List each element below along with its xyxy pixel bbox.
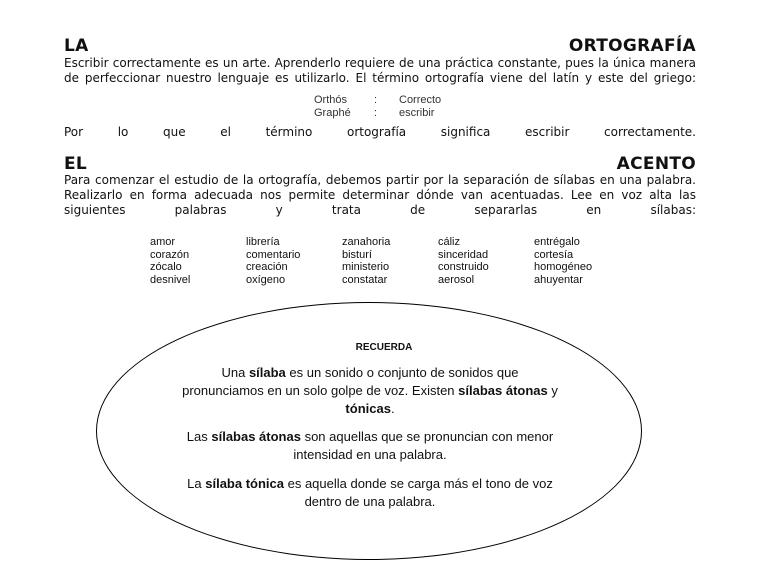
word: librería bbox=[246, 236, 280, 248]
word: desnivel bbox=[150, 273, 191, 286]
word: comentario bbox=[246, 248, 301, 261]
bold-term: tónicas bbox=[345, 401, 391, 416]
bold-term: sílabas átonas bbox=[211, 429, 301, 444]
greek-meaning: Correcto bbox=[399, 94, 442, 106]
word-list bbox=[150, 236, 630, 286]
greek-word: Orthós bbox=[314, 94, 348, 106]
word: zócalo bbox=[150, 261, 182, 273]
heading-left: LA bbox=[64, 36, 89, 56]
greek-sep: : bbox=[374, 94, 378, 106]
heading-left: EL bbox=[64, 154, 88, 174]
word: ahuyentar bbox=[534, 273, 583, 286]
greek-row bbox=[314, 107, 441, 120]
intro-paragraph: Escribir correctamente es un arte. Aprenderlo requiere de una práctica constante, pues la única manera de perfeccionar nuestro lenguaje es utilizarlo. El término ortografía viene del latín y este del griego: bbox=[64, 56, 696, 85]
text-span: son aquellas que se pronuncian con menor intensidad en una palabra. bbox=[293, 429, 554, 462]
word-column bbox=[246, 236, 342, 286]
bold-term: sílaba tónica bbox=[205, 476, 284, 491]
word: entrégalo bbox=[534, 236, 580, 248]
word: construido bbox=[438, 261, 489, 273]
word: amor bbox=[150, 236, 176, 248]
definition-paragraph: Por lo que el término ortografía significa escribir correctamente. bbox=[64, 125, 696, 139]
word: homogéneo bbox=[534, 261, 593, 273]
word-column bbox=[534, 236, 630, 286]
word: corazón bbox=[150, 248, 190, 261]
greek-sep: : bbox=[374, 107, 378, 119]
word: cáliz bbox=[438, 236, 461, 248]
greek-word: Graphé bbox=[314, 107, 351, 119]
greek-meaning: escribir bbox=[399, 107, 435, 119]
silaba-definition bbox=[180, 364, 560, 418]
recuerda-title: RECUERDA bbox=[355, 342, 413, 353]
atonas-definition bbox=[180, 428, 560, 464]
bold-term: sílaba bbox=[248, 365, 286, 380]
text-span: Las bbox=[186, 429, 212, 444]
heading-right: ACENTO bbox=[616, 154, 696, 174]
word-column bbox=[438, 236, 534, 286]
word: cortesía bbox=[534, 248, 574, 261]
word-column bbox=[342, 236, 438, 286]
word-column bbox=[150, 236, 246, 286]
word: ministerio bbox=[342, 261, 390, 273]
word: sinceridad bbox=[438, 248, 489, 261]
word: constatar bbox=[342, 273, 388, 286]
acento-paragraph: Para comenzar el estudio de la ortografía, debemos partir por la separación de sílabas en una palabra. Realizarlo en forma adecuada nos permite determinar dónde van acentuadas. Lee en voz alta las siguientes palabras y trata de separarlas en sílabas: bbox=[64, 173, 696, 217]
bold-term: sílabas átonas bbox=[458, 383, 548, 398]
greek-etymology bbox=[314, 94, 441, 120]
text-span: Una bbox=[221, 365, 249, 380]
word: bisturí bbox=[342, 248, 372, 261]
word: creación bbox=[246, 261, 288, 273]
text-span: La bbox=[187, 476, 206, 491]
heading-acento bbox=[64, 154, 696, 174]
text-span: . bbox=[390, 401, 395, 416]
heading-ortografia bbox=[64, 36, 696, 56]
greek-row bbox=[314, 94, 441, 107]
word: zanahoria bbox=[342, 236, 391, 248]
text-span: es aquella donde se carga más el tono de voz dentro de una palabra. bbox=[283, 476, 553, 509]
word: oxígeno bbox=[246, 273, 286, 286]
text-span: y bbox=[547, 383, 558, 398]
heading-right: ORTOGRAFÍA bbox=[568, 36, 696, 56]
text-span: es un sonido o conjunto de sonidos que pronunciamos en un solo golpe de voz. Existen bbox=[182, 365, 519, 398]
word: aerosol bbox=[438, 273, 475, 286]
tonica-definition bbox=[170, 475, 570, 511]
